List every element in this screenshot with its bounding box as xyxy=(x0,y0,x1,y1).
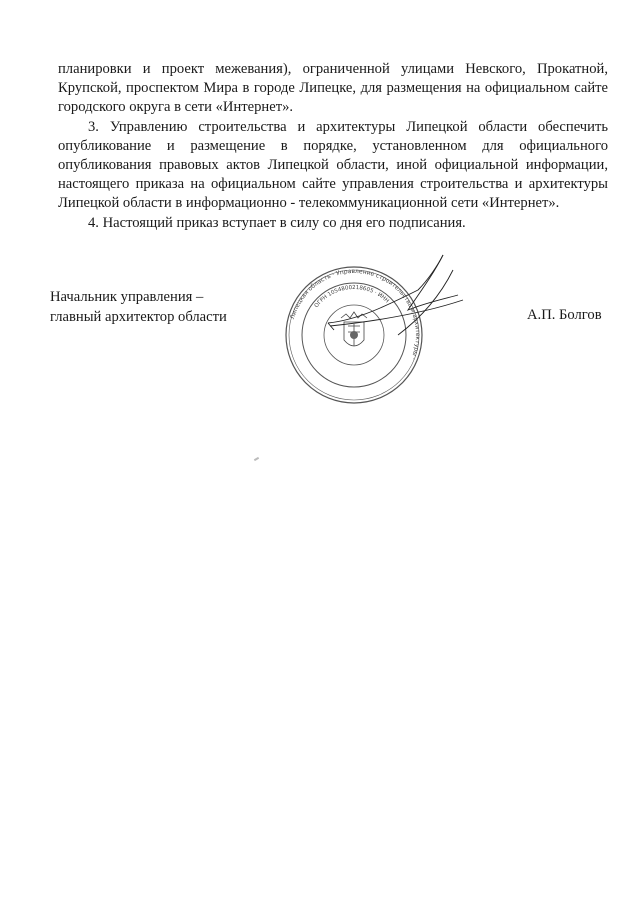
paragraph-4: 4. Настоящий приказ вступает в силу со дня его подписания. xyxy=(88,214,466,231)
seal-inner-text xyxy=(314,285,393,309)
signatory-title xyxy=(50,288,227,327)
seal-outer-ring-text: Липецкая область · Управление строительства и архитектуры · xyxy=(289,267,422,361)
signatory-name: А.П. Болгов xyxy=(527,307,602,323)
signatory-title-line-1: Начальник управления – xyxy=(50,289,204,305)
paragraph-continuation: планировки и проект межевания), ограниченной улицами Невского, Прокатной, Крупской, проспектом Мира в городе Липецке, для размещения на официальном сайте городского округа в сети «Интернет». xyxy=(58,61,608,116)
document-body xyxy=(58,60,608,233)
coat-of-arms-emblem xyxy=(341,312,367,346)
paragraph-3: 3. Управлению строительства и архитектуры Липецкой области обеспечить опубликование и размещение в порядке, установленном для официального опубликования правовых актов Липецкой области, иной официальной информации, настоящего приказа на официальном сайте управления строительства и архитектуры Липецкой области в информационно - телекоммуникационной сети «Интернет». xyxy=(58,118,608,212)
official-seal-stamp xyxy=(268,240,468,410)
scan-speck xyxy=(254,457,259,461)
signatory-title-line-2: главный архитектор области xyxy=(50,308,227,325)
seal-inner-ring-text: ОГРН 1054800218605 · ИНН · xyxy=(313,284,393,310)
